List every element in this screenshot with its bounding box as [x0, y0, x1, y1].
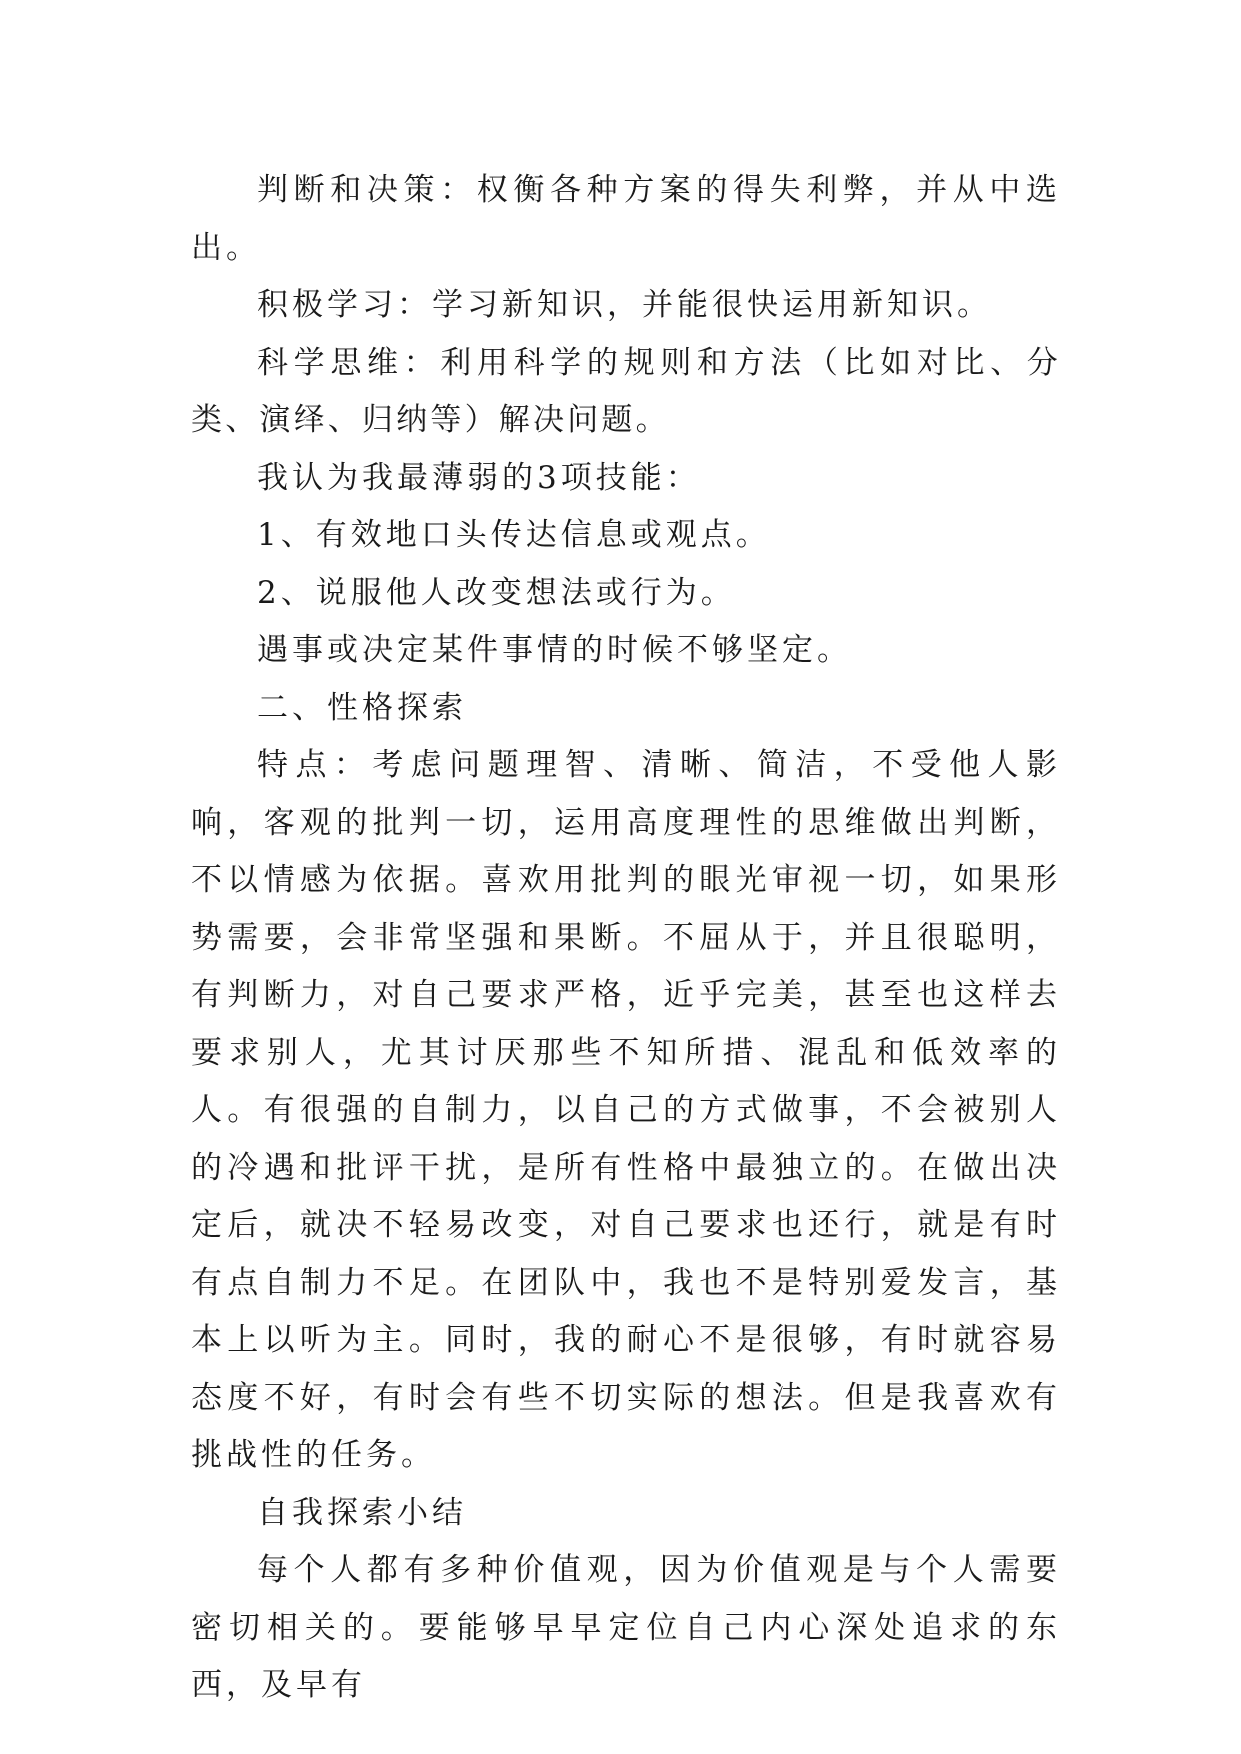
list-item-skill-2: 2、说服他人改变想法或行为。	[257, 574, 736, 611]
list-item-skill-1: 1、有效地口头传达信息或观点。	[257, 517, 771, 553]
section-heading-personality: 二、性格探索	[257, 689, 467, 726]
paragraph-active-learning: 积极学习：学习新知识，并能很快运用新知识。	[257, 287, 992, 323]
paragraph-weakest-skills-heading: 我认为我最薄弱的3项技能：	[257, 459, 701, 496]
paragraph-judgment-decision: 判断和决策：权衡各种方案的得失利弊，并从中选出。	[191, 172, 1061, 266]
paragraph-values-summary: 每个人都有多种价值观，因为价值观是与个人需要密切相关的。要能够早早定位自己内心深处追求的东西，及早有	[191, 1552, 1061, 1703]
paragraph-personality-traits: 特点：考虑问题理智、清晰、简洁，不受他人影响，客观的批判一切，运用高度理性的思维做出判断，不以情感为依据。喜欢用批判的眼光审视一切，如果形势需要，会非常坚强和果断。不屈从于，并且很聪明，有判断力，对自己要求严格，近乎完美，甚至也这样去要求别人，尤其讨厌那些不知所措、混乱和低效率的人。有很强的自制力，以自己的方式做事，不会被别人的冷遇和批评干扰，是所有性格中最独立的。在做出决定后，就决不轻易改变，对自己要求也还行，就是有时有点自制力不足。在团队中，我也不是特别爱发言，基本上以听为主。同时，我的耐心不是很够，有时就容易态度不好，有时会有些不切实际的想法。但是我喜欢有挑战性的任务。	[191, 747, 1061, 1473]
paragraph-indecision: 遇事或决定某件事情的时候不够坚定。	[257, 632, 852, 668]
paragraph-scientific-thinking: 科学思维：利用科学的规则和方法（比如对比、分类、演绎、归纳等）解决问题。	[191, 344, 1061, 438]
document-body	[191, 162, 1061, 1715]
section-heading-summary: 自我探索小结	[257, 1494, 467, 1531]
